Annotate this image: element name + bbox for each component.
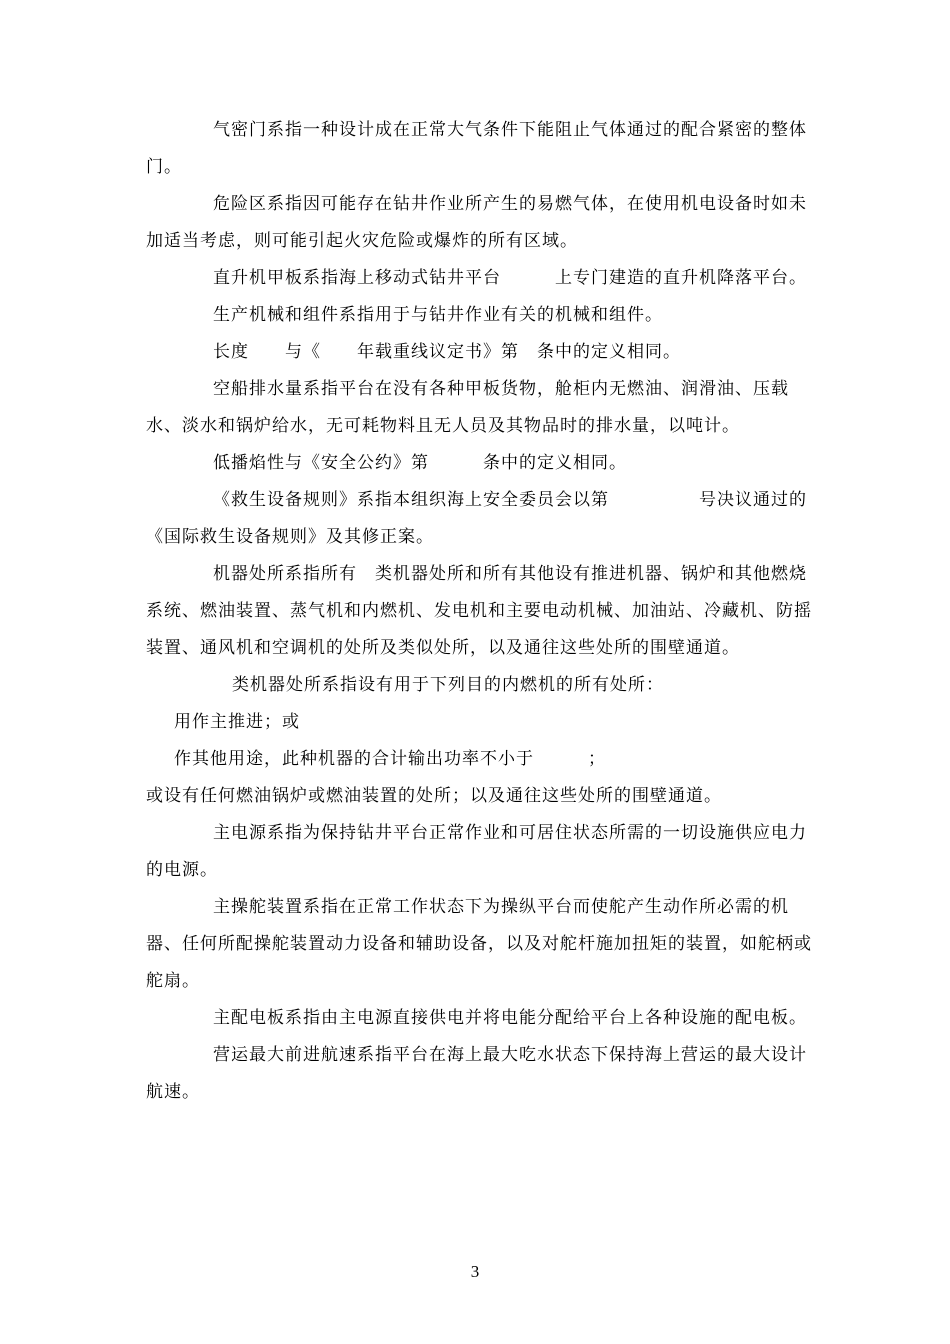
paragraph-helideck: 直升机甲板系指海上移动式钻井平台 上专门建造的直升机降落平台。 [213, 268, 807, 288]
paragraph-lightweight: 空船排水量系指平台在没有各种甲板货物，舱柜内无燃油、润滑油、压载水、淡水和锅炉给水，无可耗物料且无人员及其物品时的排水量，以吨计。 [146, 379, 789, 436]
paragraph-length: 长度 与《 年载重线议定书》第 条中的定义相同。 [213, 342, 681, 362]
paragraph-low-flame-spread: 低播焰性与《安全公约》第 条中的定义相同。 [213, 453, 627, 473]
body-text [146, 112, 816, 1111]
paragraph-machinery-spaces: 机器处所系指所有 类机器处所和所有其他设有推进机器、锅炉和其他燃烧系统、燃油装置、蒸气机和内燃机、发电机和主要电动机械、加油站、冷藏机、防摇装置、通风机和空调机的处所及类似处所，以及通往这些处所的围壁通道。 [146, 564, 812, 658]
paragraph-main-switchboard: 主配电板系指由主电源直接供电并将电能分配给平台上各种设施的配电板。 [213, 1008, 807, 1028]
paragraph-main-steering-gear: 主操舵装置系指在正常工作状态下为操纵平台而使舵产生动作所必需的机器、任何所配操舵装置动力设备和辅助设备，以及对舵杆施加扭矩的装置，如舵柄或舵扇。 [146, 897, 812, 991]
list-item-main-propulsion: 用作主推进；或 [174, 712, 300, 732]
list-item-other-purposes: 作其他用途，此种机器的合计输出功率不小于 ； [174, 749, 606, 769]
paragraph-main-power-source: 主电源系指为保持钻井平台正常作业和可居住状态所需的一切设施供应电力的电源。 [146, 823, 807, 880]
paragraph-category-a-machinery: 类机器处所系指设有用于下列目的内燃机的所有处所： [232, 675, 664, 695]
paragraph-airtight-door: 气密门系指一种设计成在正常大气条件下能阻止气体通过的配合紧密的整体门。 [146, 120, 807, 177]
page-number: 3 [470, 1262, 480, 1281]
paragraph-oil-fired-boiler: 或设有任何燃油锅炉或燃油装置的处所；以及通往这些处所的围壁通道。 [146, 786, 722, 806]
paragraph-max-service-speed: 营运最大前进航速系指平台在海上最大吃水状态下保持海上营运的最大设计航速。 [146, 1045, 807, 1102]
paragraph-production-machinery: 生产机械和组件系指用于与钻井作业有关的机械和组件。 [213, 305, 663, 325]
paragraph-hazardous-area: 危险区系指因可能存在钻井作业所产生的易燃气体，在使用机电设备时如未加适当考虑，则可能引起火灾危险或爆炸的所有区域。 [146, 194, 807, 251]
paragraph-lsa-code: 《救生设备规则》系指本组织海上安全委员会以第 号决议通过的《国际救生设备规则》及其修正案。 [146, 490, 807, 547]
